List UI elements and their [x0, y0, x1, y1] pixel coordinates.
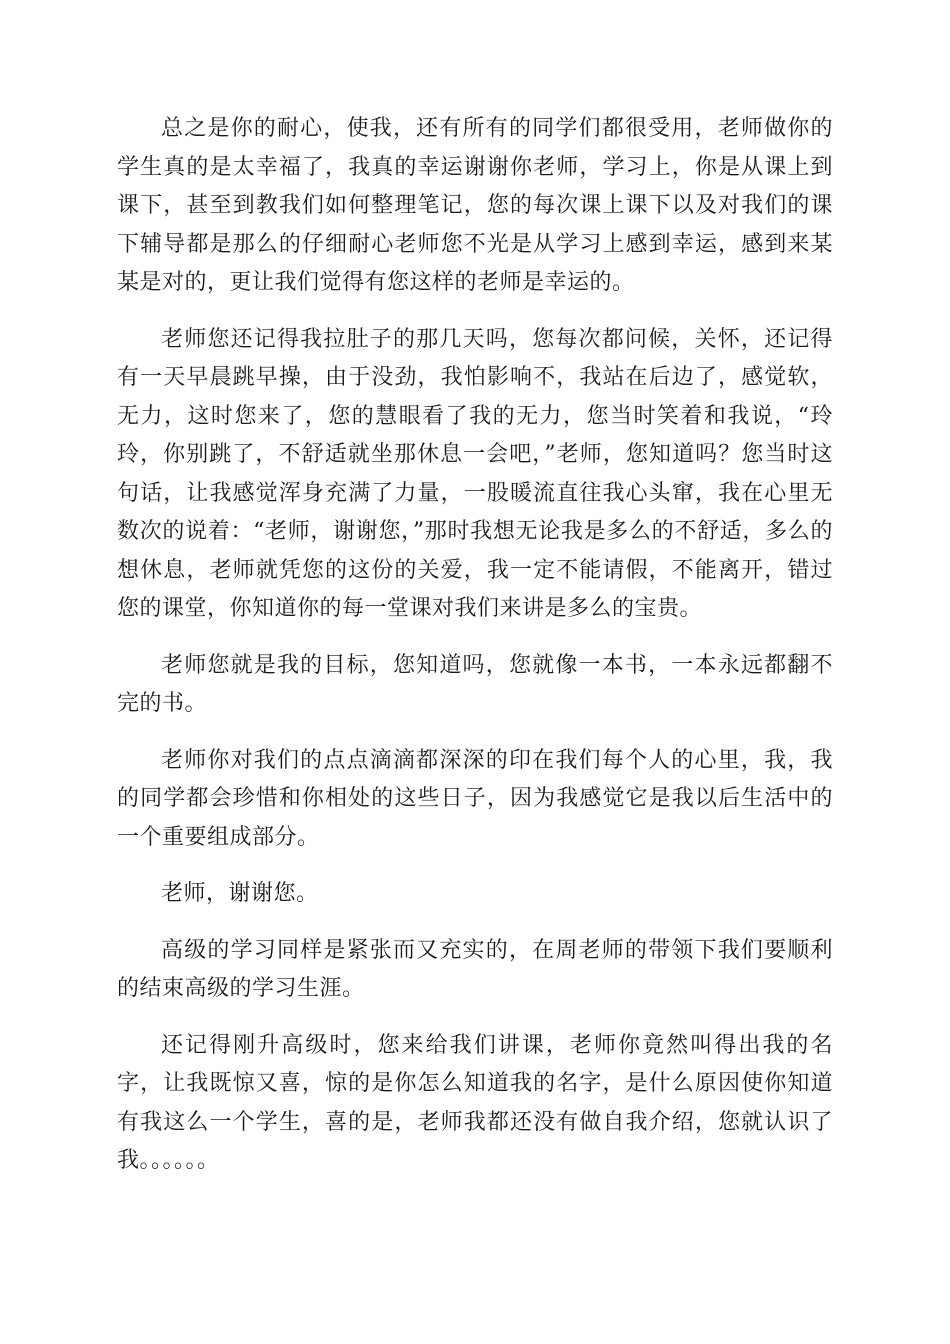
paragraph-6: 高级的学习同样是紧张而又充实的，在周老师的带领下我们要顺利的结束高级的学习生涯。 [117, 937, 833, 1001]
paragraph-4: 老师你对我们的点点滴滴都深深的印在我们每个人的心里，我，我的同学都会珍惜和你相处的这些日子，因为我感觉它是我以后生活中的一个重要组成部分。 [117, 747, 833, 850]
paragraph-5: 老师，谢谢您。 [161, 881, 319, 906]
paragraph-7: 还记得刚升高级时，您来给我们讲课，老师你竟然叫得出我的名字，让我既惊又喜，惊的是你怎么知道我的名字，是什么原因使你知道有我这么一个学生，喜的是，老师我都还没有做自我介绍，您就认识了我。。。。。。 [117, 1032, 833, 1173]
paragraph-2: 老师您还记得我拉肚子的那几天吗，您每次都问候，关怀，还记得有一天早晨跳早操，由于没劲，我怕影响不，我站在后边了，感觉软，无力，这时您来了，您的慧眼看了我的无力，您当时笑着和我说，“玲玲，你别跳了，不舒适就坐那休息一会吧，”老师，您知道吗？您当时这句话，让我感觉浑身充满了力量，一股暖流直往我心头窜，我在心里无数次的说着：“老师，谢谢您，”那时我想无论我是多么的不舒适，多么的想休息，老师就凭您的这份的关爱，我一定不能请假，不能离开，错过您的课堂，你知道你的每一堂课对我们来讲是多么的宝贵。 [117, 326, 833, 621]
paragraph-1: 总之是你的耐心，使我，还有所有的同学们都很受用，老师做你的学生真的是太幸福了，我真的幸运谢谢你老师，学习上，你是从课上到课下，甚至到教我们如何整理笔记，您的每次课上课下以及对我们的课下辅导都是那么的仔细耐心老师您不光是从学习上感到幸运，感到来某某是对的，更让我们觉得有您这样的老师是幸运的。 [117, 116, 833, 295]
paragraph-3: 老师您就是我的目标，您知道吗，您就像一本书，一本永远都翻不完的书。 [117, 652, 833, 716]
document-body [117, 110, 833, 1199]
